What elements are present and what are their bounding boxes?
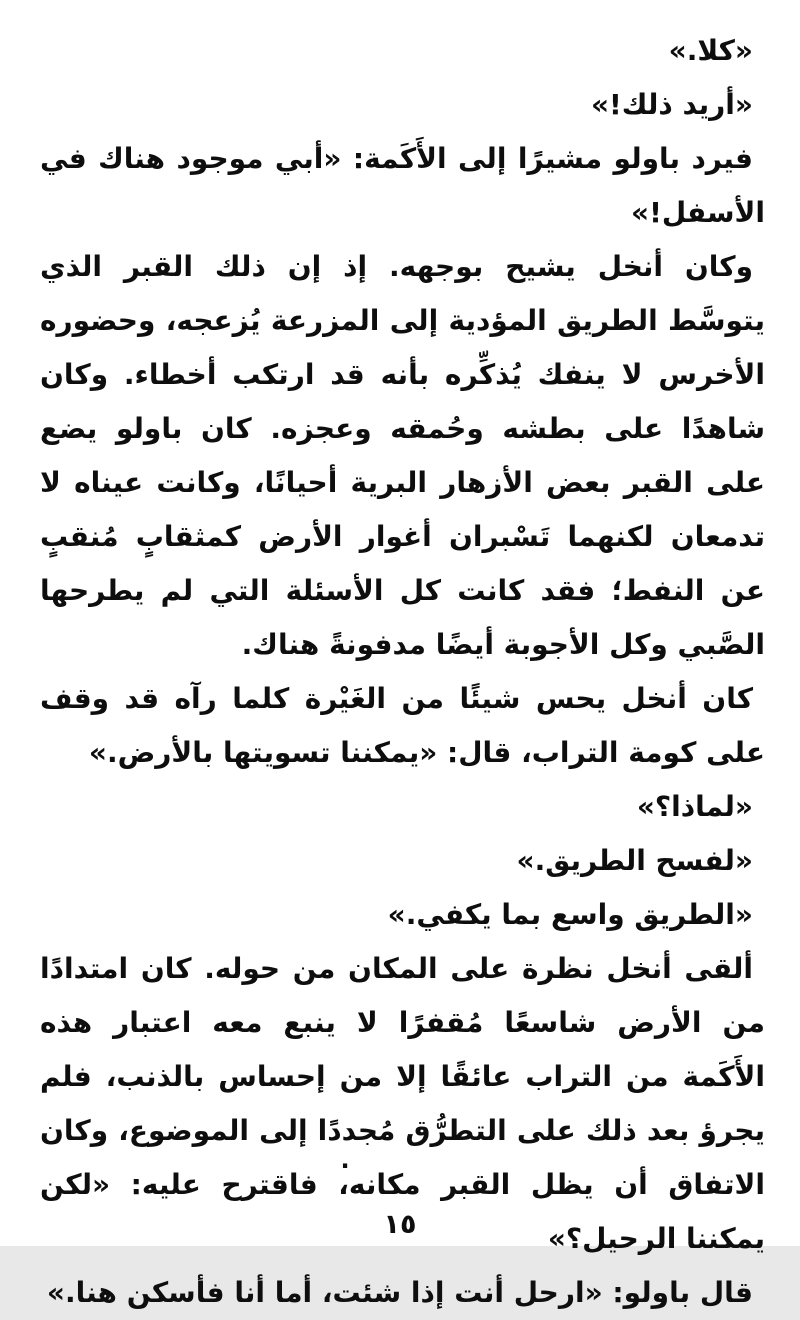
dialogue-line: «كلا.» <box>668 34 753 67</box>
paragraph: فيرد باولو مشيرًا إلى الأَكَمة: «أبي موجود هناك في الأسفل!» <box>40 142 765 229</box>
text-block <box>40 24 765 1320</box>
paragraph: قال باولو: «ارحل أنت إذا شئت، أما أنا فأسكن هنا.» <box>46 1276 753 1309</box>
dialogue-line: «لماذا؟» <box>636 790 753 823</box>
dialogue-line: «الطريق واسع بما يكفي.» <box>387 898 753 931</box>
dialogue-line: «لفسح الطريق.» <box>516 844 753 877</box>
dialogue-line: «أريد ذلك!» <box>590 88 753 121</box>
paragraph: ألقى أنخل نظرة على المكان من حوله. كان امتدادًا من الأرض شاسعًا مُقفرًا لا ينبع معه اعتبار هذه الأَكَمة من التراب عائقًا إلا من إحساس بالذنب، فلم يجرؤ بعد ذلك على التطرُّق مُجددًا إلى الموضوع، وكان الاتفاق أن يظل القبر مكانه، فاقترح عليه: «لكن يمكننا الرحيل؟» <box>40 952 765 1255</box>
section-break-dot: . <box>340 1146 350 1174</box>
paragraph: كان أنخل يحس شيئًا من الغَيْرة كلما رآه قد وقف على كومة التراب، قال: «يمكننا تسويتها بالأرض.» <box>40 682 765 769</box>
paragraph: وكان أنخل يشيح بوجهه. إذ إن ذلك القبر الذي يتوسَّط الطريق المؤدية إلى المزرعة يُزعجه، وحضوره الأخرس لا ينفك يُذكِّره بأنه قد ارتكب أخطاء. وكان شاهدًا على بطشه وحُمقه وعجزه. كان باولو يضع على القبر بعض الأزهار البرية أحيانًا، وكانت عيناه لا تدمعان لكنهما تَسْبران أغوار الأرض كمثقابٍ مُنقبٍ عن النفط؛ فقد كانت كل الأسئلة التي لم يطرحها الصَّبي وكل الأجوبة أيضًا مدفونةً هناك. <box>40 250 765 661</box>
page-number: ١٥ <box>383 1209 417 1240</box>
